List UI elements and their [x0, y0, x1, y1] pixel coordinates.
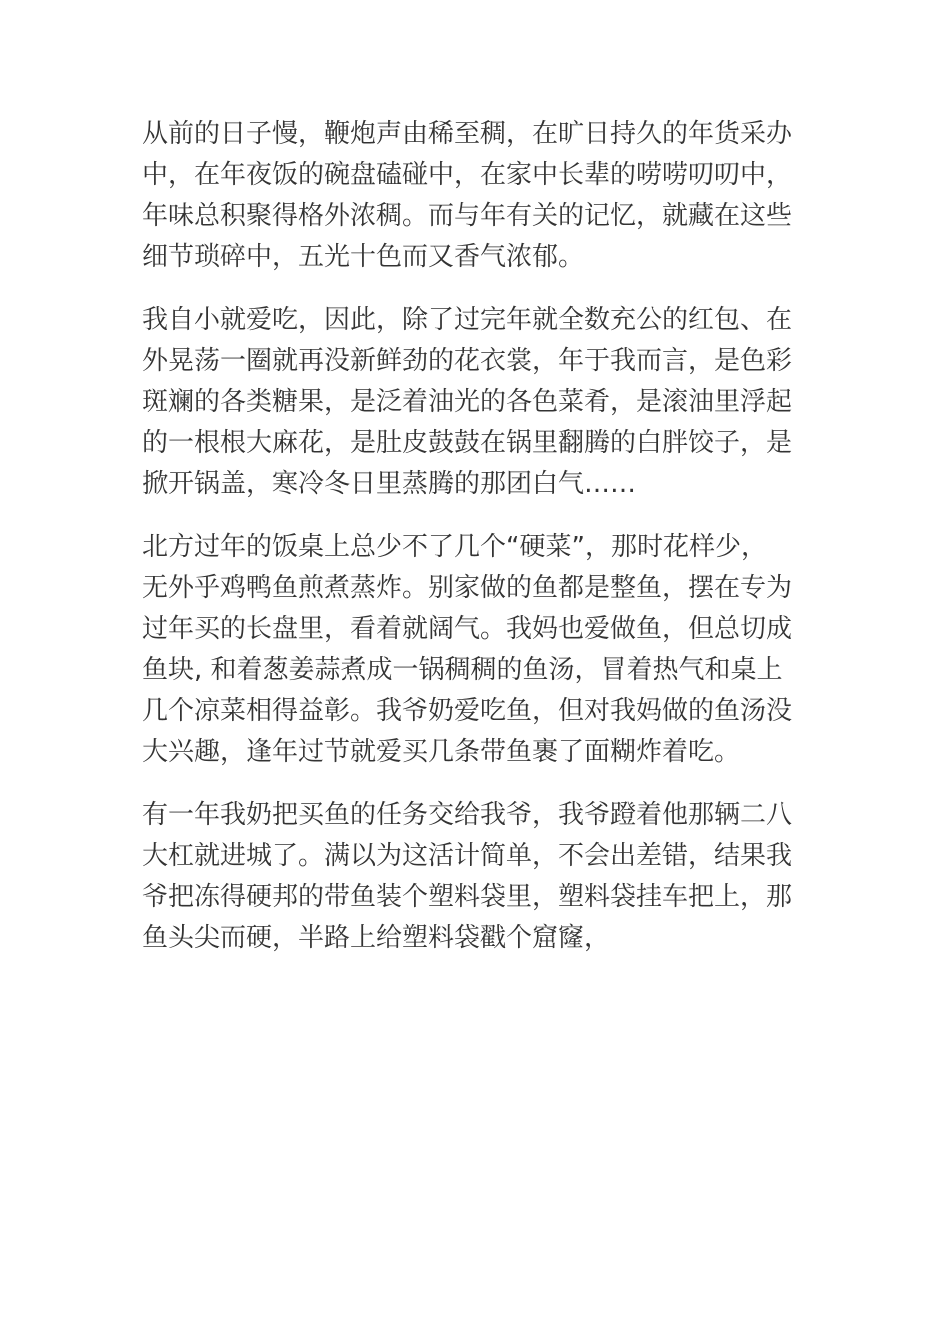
- document-page: [142, 114, 810, 981]
- paragraph-1: 从前的日子慢，鞭炮声由稀至稠，在旷日持久的年货采办 中，在年夜饭的碗盘磕碰中，在家中长辈的唠唠叨叨中， 年味总积聚得格外浓稠。而与年有关的记忆，就藏在这些 细节琐碎中，五光十色而又香气浓郁。: [142, 119, 793, 272]
- paragraph-4: 有一年我奶把买鱼的任务交给我爷，我爷蹬着他那辆二八 大杠就进城了。满以为这活计简单，不会出差错，结果我 爷把冻得硬邦的带鱼装个塑料袋里，塑料袋挂车把上，那 鱼头尖而硬，半路上给塑料袋戳个窟窿，: [142, 800, 793, 953]
- paragraph-3: 北方过年的饭桌上总少不了几个“硬菜”，那时花样少， 无外乎鸡鸭鱼煎煮蒸炸。别家做的鱼都是整鱼，摆在专为 过年买的长盘里，看着就阔气。我妈也爱做鱼，但总切成 鱼块, 和着葱姜蒜煮成一锅稠稠的鱼汤，冒着热气和桌上 几个凉菜相得益彰。我爷奶爱吃鱼，但对我妈做的鱼汤没 大兴趣，逢年过节就爱买几条带鱼裹了面糊炸着吃。: [142, 532, 793, 767]
- paragraph-2: 我自小就爱吃，因此，除了过完年就全数充公的红包、在 外晃荡一圈就再没新鲜劲的花衣裳，年于我而言，是色彩 斑斓的各类糖果，是泛着油光的各色菜肴，是滚油里浮起 的一根根大麻花，是肚皮鼓鼓在锅里翻腾的白胖饺子，是 掀开锅盖，寒冷冬日里蒸腾的那团白气……: [142, 305, 793, 499]
